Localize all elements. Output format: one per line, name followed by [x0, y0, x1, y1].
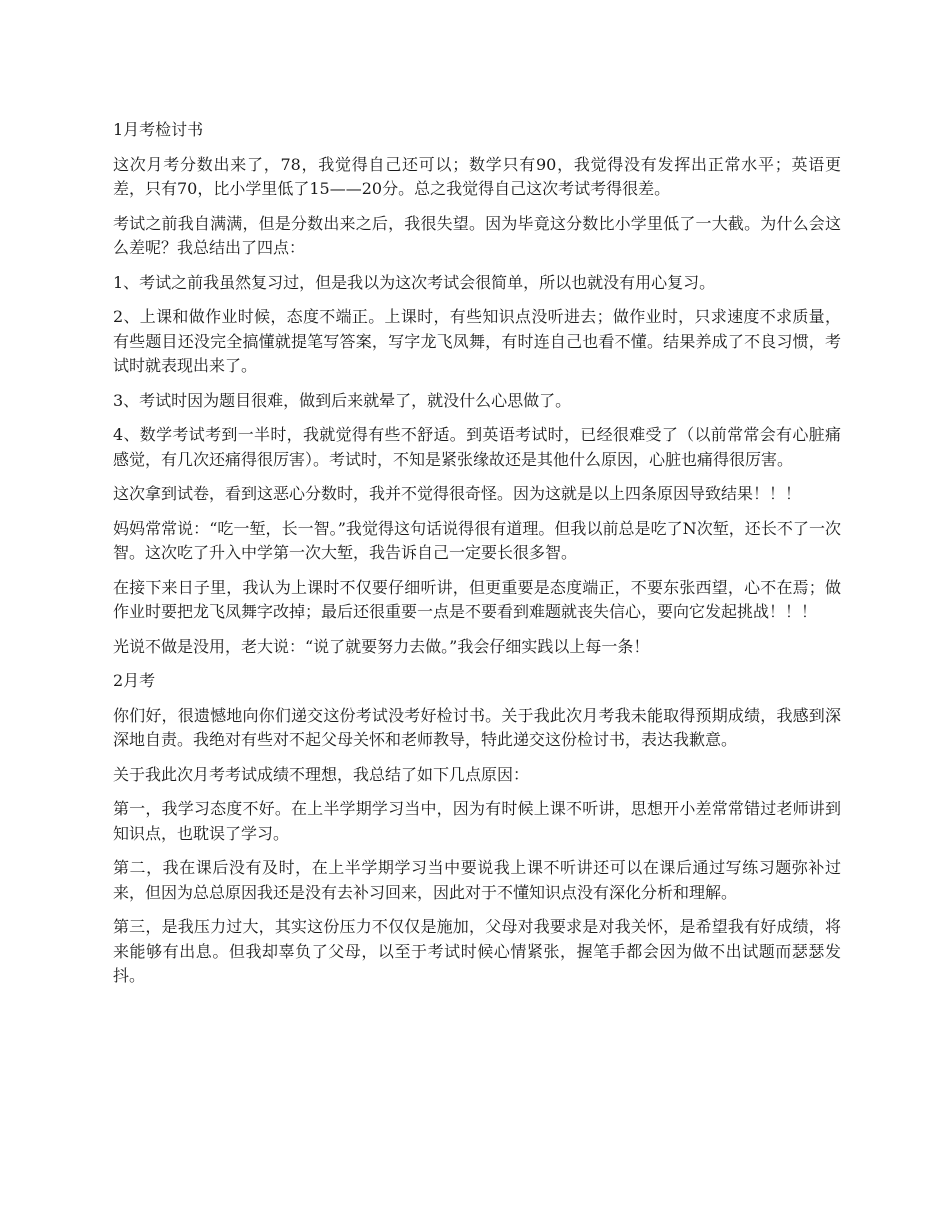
document-page — [113, 118, 841, 999]
section-2-title: 2月考 — [113, 671, 156, 690]
paragraph: 你们好，很遗憾地向你们递交这份考试没考好检讨书。关于我此次月考我未能取得预期成绩，我感到深深地自责。我绝对有些对不起父母关怀和老师教导，特此递交这份检讨书，表达我歉意。 — [113, 705, 841, 749]
paragraph: 考试之前我自满满，但是分数出来之后，我很失望。因为毕竟这分数比小学里低了一大截。为什么会这么差呢？我总结出了四点： — [113, 213, 841, 257]
paragraph: 光说不做是没用，老大说：“说了就要努力去做。”我会仔细实践以上每一条！ — [113, 636, 650, 656]
section-1-title: 1月考检讨书 — [113, 120, 204, 139]
paragraph: 这次月考分数出来了，78，我觉得自己还可以；数学只有90，我觉得没有发挥出正常水平；英语更差，只有70，比小学里低了15——20分。总之我觉得自己这次考试考得很差。 — [113, 154, 841, 198]
list-item: 3、考试时因为题目很难，做到后来就晕了，就没什么心思做了。 — [113, 390, 572, 410]
paragraph: 妈妈常常说：“吃一堑，长一智。”我觉得这句话说得很有道理。但我以前总是吃了N次堑，还长不了一次智。这次吃了升入中学第一次大堑，我告诉自己一定要长很多智。 — [113, 518, 841, 562]
list-item: 4、数学考试考到一半时，我就觉得有些不舒适。到英语考试时，已经很难受了（以前常常会有心脏痛感觉，有几次还痛得很厉害）。考试时，不知是紧张缘故还是其他什么原因，心脏也痛得很厉害。 — [113, 425, 841, 469]
list-item: 第一，我学习态度不好。在上半学期学习当中，因为有时候上课不听讲，思想开小差常常错过老师讲到知识点，也耽误了学习。 — [113, 799, 841, 843]
list-item: 第二，我在课后没有及时，在上半学期学习当中要说我上课不听讲还可以在课后通过写练习题弥补过来，但因为总总原因我还是没有去补习回来，因此对于不懂知识点没有深化分析和理解。 — [113, 858, 841, 902]
list-item: 1、考试之前我虽然复习过，但是我以为这次考试会很简单，所以也就没有用心复习。 — [113, 272, 716, 292]
paragraph: 这次拿到试卷，看到这恶心分数时，我并不觉得很奇怪。因为这就是以上四条原因导致结果！！！ — [113, 484, 802, 503]
list-item: 第三，是我压力过大，其实这份压力不仅仅是施加，父母对我要求是对我关怀，是希望我有好成绩，将来能够有出息。但我却辜负了父母，以至于考试时候心情紧张，握笔手都会因为做不出试题而瑟瑟发抖。 — [113, 917, 841, 985]
paragraph: 关于我此次月考考试成绩不理想，我总结了如下几点原因： — [113, 764, 530, 784]
paragraph: 在接下来日子里，我认为上课时不仅要仔细听讲，但更重要是态度端正，不要东张西望，心不在焉；做作业时要把龙飞凤舞字改掉；最后还很重要一点是不要看到难题就丧失信心，要向它发起挑战！！！ — [113, 577, 841, 621]
list-item: 2、上课和做作业时候，态度不端正。上课时，有些知识点没听进去；做作业时，只求速度不求质量，有些题目还没完全搞懂就提笔写答案，写字龙飞凤舞，有时连自己也看不懂。结果养成了不良习惯，考试时就表现出来了。 — [113, 307, 841, 375]
